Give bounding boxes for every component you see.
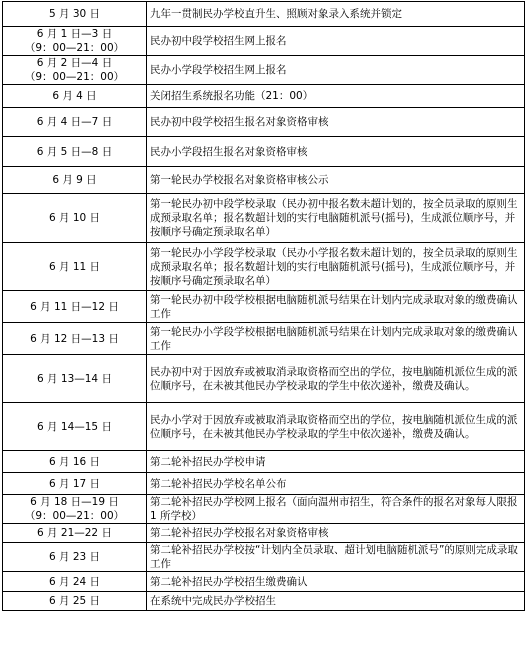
schedule-row xyxy=(3,85,525,108)
date-cell xyxy=(3,194,147,243)
schedule-row xyxy=(3,167,525,194)
date-cell xyxy=(3,451,147,473)
date-text: 6 月 14—15 日 xyxy=(37,420,112,433)
schedule-row xyxy=(3,108,525,137)
date-cell xyxy=(3,473,147,495)
event-text: 民办初中段学校招生报名对象资格审核 xyxy=(150,116,329,128)
event-cell xyxy=(147,495,525,524)
event-text: 第一轮民办初中段学校录取（民办初中报名数未超计划的，按全员录取的原则生成预录取名单；报名数超计划的实行电脑随机派号(摇号)，生成派位顺序号，并按顺序号确定预录取名单） xyxy=(150,198,518,238)
event-cell xyxy=(147,85,525,108)
schedule-row xyxy=(3,355,525,403)
schedule-row xyxy=(3,56,525,85)
date-text: 6 月 4 日—7 日 xyxy=(36,116,113,128)
date-text: 6 月 25 日 xyxy=(48,595,101,607)
event-cell xyxy=(147,137,525,167)
event-cell xyxy=(147,524,525,543)
schedule-row xyxy=(3,137,525,167)
time-range-text: （9：00—21：00） xyxy=(24,510,125,522)
event-text: 第一轮民办小学段学校根据电脑随机派号结果在计划内完成录取对象的缴费确认工作 xyxy=(150,325,518,352)
schedule-row xyxy=(3,403,525,451)
time-range-text: （9：00—21：00） xyxy=(24,71,125,83)
date-text: 6 月 2 日—4 日 xyxy=(36,57,113,69)
date-text: 6 月 16 日 xyxy=(48,455,101,468)
date-cell xyxy=(3,323,147,355)
schedule-row xyxy=(3,291,525,323)
date-text: 6 月 11 日 xyxy=(48,260,101,273)
date-cell xyxy=(3,27,147,56)
date-text: 6 月 10 日 xyxy=(48,212,101,224)
schedule-row xyxy=(3,451,525,473)
date-cell xyxy=(3,56,147,85)
event-text: 第二轮补招民办学校按“计划内全员录取、超计划电脑随机派号”的原则完成录取工作 xyxy=(150,544,518,570)
event-cell xyxy=(147,451,525,473)
schedule-row xyxy=(3,243,525,291)
date-text: 6 月 5 日—8 日 xyxy=(36,145,113,158)
event-text: 民办小学段招生报名对象资格审核 xyxy=(150,145,308,158)
date-cell xyxy=(3,592,147,611)
event-text: 第二轮补招民办学校报名对象资格审核 xyxy=(150,527,329,539)
event-cell xyxy=(147,27,525,56)
schedule-table xyxy=(2,1,525,611)
date-cell xyxy=(3,167,147,194)
event-cell xyxy=(147,592,525,611)
date-cell xyxy=(3,355,147,403)
schedule-row xyxy=(3,194,525,243)
date-text: 6 月 17 日 xyxy=(48,477,101,490)
event-cell xyxy=(147,243,525,291)
date-cell xyxy=(3,543,147,572)
event-text: 九年一贯制民办学校直升生、照顾对象录入系统并锁定 xyxy=(150,8,402,20)
event-text: 第二轮补招民办学校申请 xyxy=(150,455,266,468)
date-text: 6 月 24 日 xyxy=(48,575,101,588)
date-cell xyxy=(3,403,147,451)
event-cell xyxy=(147,56,525,85)
event-cell xyxy=(147,572,525,592)
time-range-text: （9：00—21：00） xyxy=(24,42,125,54)
event-text: 民办初中段学校招生网上报名 xyxy=(150,35,287,47)
event-cell xyxy=(147,323,525,355)
date-cell xyxy=(3,243,147,291)
schedule-row xyxy=(3,543,525,572)
event-text: 民办小学段学校招生网上报名 xyxy=(150,64,287,76)
event-cell xyxy=(147,108,525,137)
event-text: 第一轮民办小学段学校录取（民办小学报名数未超计划的，按全员录取的原则生成预录取名单；报名数超计划的实行电脑随机派号(摇号)，生成派位顺序号，并按顺序号确定预录取名单） xyxy=(150,246,518,287)
event-text: 第二轮补招民办学校名单公布 xyxy=(150,477,287,490)
schedule-row xyxy=(3,592,525,611)
event-cell xyxy=(147,167,525,194)
date-text: 6 月 11 日—12 日 xyxy=(30,300,119,313)
event-cell xyxy=(147,291,525,323)
date-text: 6 月 23 日 xyxy=(48,551,101,563)
schedule-row xyxy=(3,572,525,592)
date-cell xyxy=(3,2,147,27)
date-cell xyxy=(3,495,147,524)
event-cell xyxy=(147,2,525,27)
schedule-row xyxy=(3,473,525,495)
schedule-row xyxy=(3,27,525,56)
schedule-row xyxy=(3,524,525,543)
event-cell xyxy=(147,403,525,451)
date-text: 5 月 30 日 xyxy=(48,8,101,20)
date-cell xyxy=(3,137,147,167)
event-cell xyxy=(147,194,525,243)
date-text: 6 月 18 日—19 日 xyxy=(30,496,119,508)
event-cell xyxy=(147,355,525,403)
date-cell xyxy=(3,524,147,543)
event-text: 第二轮补招民办学校招生缴费确认 xyxy=(150,575,308,588)
schedule-table-body xyxy=(3,2,525,611)
event-text: 关闭招生系统报名功能（21：00） xyxy=(150,90,314,102)
event-text: 第一轮民办学校报名对象资格审核公示 xyxy=(150,174,329,186)
date-text: 6 月 21—22 日 xyxy=(37,527,112,539)
date-text: 6 月 13—14 日 xyxy=(37,372,112,385)
date-cell xyxy=(3,85,147,108)
event-text: 民办小学对于因放弃或被取消录取资格而空出的学位，按电脑随机派位生成的派位顺序号，在未被其他民办学校录取的学生中依次递补，缴费及确认。 xyxy=(150,413,518,440)
date-cell xyxy=(3,291,147,323)
schedule-row xyxy=(3,323,525,355)
date-cell xyxy=(3,108,147,137)
date-text: 6 月 9 日 xyxy=(52,174,97,186)
date-text: 6 月 1 日—3 日 xyxy=(36,28,113,40)
event-text: 第一轮民办初中段学校根据电脑随机派号结果在计划内完成录取对象的缴费确认工作 xyxy=(150,293,518,320)
event-text: 第二轮补招民办学校网上报名（面向温州市招生，符合条件的报名对象每人限报 1 所学校） xyxy=(150,496,518,522)
date-text: 6 月 12 日—13 日 xyxy=(30,332,119,345)
event-cell xyxy=(147,543,525,572)
schedule-row xyxy=(3,2,525,27)
date-cell xyxy=(3,572,147,592)
schedule-row xyxy=(3,495,525,524)
date-text: 6 月 4 日 xyxy=(52,90,97,102)
event-cell xyxy=(147,473,525,495)
event-text: 在系统中完成民办学校招生 xyxy=(150,595,276,607)
event-text: 民办初中对于因放弃或被取消录取资格而空出的学位，按电脑随机派位生成的派位顺序号，在未被其他民办学校录取的学生中依次递补，缴费及确认。 xyxy=(150,365,518,392)
